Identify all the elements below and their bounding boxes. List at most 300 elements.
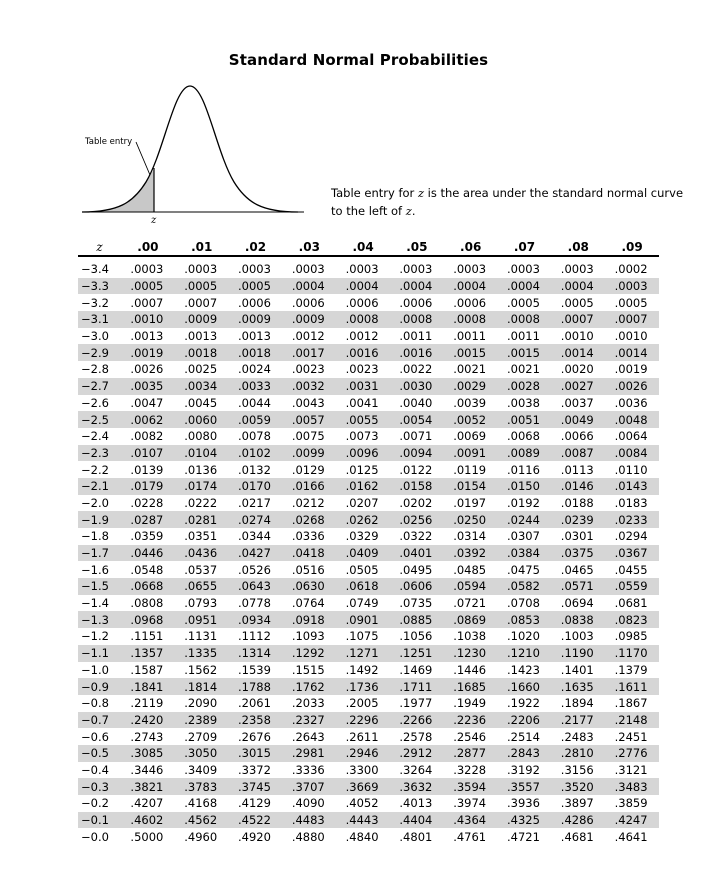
z-value-cell: −2.9 — [78, 344, 121, 361]
column-header: .09 — [605, 238, 659, 256]
probability-cell: .0409 — [336, 545, 390, 562]
z-value-cell: −0.4 — [81, 762, 109, 777]
probability-cell: .1685 — [444, 678, 498, 695]
z-value-cell: −2.8 — [81, 362, 109, 377]
table-row — [78, 378, 659, 395]
probability-cell: .3594 — [444, 778, 498, 795]
probability-cell: .0655 — [175, 578, 229, 595]
table-row — [78, 578, 659, 595]
table-row — [78, 361, 659, 378]
probability-cell: .2206 — [498, 712, 552, 729]
probability-cell: .0024 — [238, 362, 271, 377]
probability-cell: .0023 — [291, 362, 325, 377]
probability-cell: .2514 — [507, 729, 540, 744]
probability-cell: .4247 — [605, 812, 659, 829]
probability-cell: .0010 — [560, 329, 594, 344]
table-row — [78, 712, 659, 729]
probability-cell: .0073 — [345, 429, 379, 444]
table-row — [78, 278, 659, 295]
probability-cell: .0003 — [238, 262, 271, 277]
z-value-cell: −1.2 — [81, 629, 109, 644]
probability-cell: .0183 — [614, 495, 648, 510]
probability-cell: .0287 — [121, 511, 175, 528]
probability-cell: .0005 — [560, 295, 594, 310]
probability-cell: .0384 — [498, 545, 552, 562]
probability-cell: .4641 — [614, 829, 648, 844]
probability-cell: .0359 — [130, 529, 164, 544]
probability-cell: .0307 — [507, 529, 540, 544]
page-title: Standard Normal Probabilities — [228, 51, 489, 69]
probability-cell: .0004 — [282, 278, 336, 295]
column-header: .01 — [175, 238, 229, 256]
probability-cell: .0301 — [560, 529, 594, 544]
probability-cell: .1762 — [282, 678, 336, 695]
probability-cell: .4761 — [453, 829, 487, 844]
probability-cell: .3974 — [453, 796, 487, 811]
probability-cell: .1357 — [121, 645, 175, 662]
probability-cell: .0008 — [336, 311, 390, 328]
probability-cell: .2912 — [390, 745, 444, 762]
probability-cell: .0294 — [614, 529, 648, 544]
probability-cell: .0559 — [605, 578, 659, 595]
probability-cell: .0099 — [282, 445, 336, 462]
table-row — [78, 611, 659, 628]
probability-cell: .1190 — [551, 645, 605, 662]
probability-cell: .2877 — [444, 745, 498, 762]
probability-cell: .0823 — [605, 611, 659, 628]
probability-cell: .0735 — [399, 596, 433, 611]
probability-cell: .0026 — [605, 378, 659, 395]
probability-cell: .1131 — [184, 629, 218, 644]
probability-cell: .3192 — [507, 762, 540, 777]
column-header: .07 — [498, 238, 552, 256]
probability-cell: .3446 — [130, 762, 164, 777]
table-row — [78, 256, 659, 278]
column-header: .02 — [229, 238, 283, 256]
probability-cell: .0013 — [130, 329, 164, 344]
table-header-row — [78, 238, 659, 256]
probability-cell: .2578 — [399, 729, 433, 744]
table-row — [78, 828, 659, 845]
probability-cell: .1075 — [345, 629, 379, 644]
probability-cell: .0082 — [130, 429, 164, 444]
probability-cell: .0011 — [399, 329, 433, 344]
probability-cell: .0018 — [175, 344, 229, 361]
probability-cell: .0031 — [336, 378, 390, 395]
z-value-cell: −1.4 — [81, 596, 109, 611]
z-value-cell: −2.3 — [78, 445, 121, 462]
probability-cell: .1292 — [282, 645, 336, 662]
probability-cell: .4681 — [560, 829, 594, 844]
probability-cell: .0040 — [399, 395, 433, 410]
normal-curve-figure — [78, 82, 308, 230]
bell-curve — [82, 86, 298, 212]
probability-cell: .0052 — [444, 411, 498, 428]
probability-cell: .2033 — [291, 696, 325, 711]
probability-cell: .1469 — [399, 662, 433, 677]
probability-cell: .0021 — [507, 362, 540, 377]
probability-cell: .3745 — [229, 778, 283, 795]
probability-cell: .1515 — [291, 662, 325, 677]
probability-cell: .0016 — [336, 344, 390, 361]
z-value-cell: −0.9 — [78, 678, 121, 695]
table-row — [78, 762, 659, 779]
probability-cell: .0918 — [282, 611, 336, 628]
probability-cell: .3936 — [507, 796, 540, 811]
probability-cell: .0071 — [399, 429, 433, 444]
probability-cell: .0606 — [390, 578, 444, 595]
probability-cell: .2061 — [238, 696, 271, 711]
probability-cell: .0051 — [498, 411, 552, 428]
probability-cell: .0094 — [390, 445, 444, 462]
probability-cell: .0091 — [444, 445, 498, 462]
probability-cell: .0033 — [229, 378, 283, 395]
probability-cell: .0062 — [121, 411, 175, 428]
probability-cell: .0009 — [229, 311, 283, 328]
probability-cell: .0217 — [238, 495, 271, 510]
probability-cell: .2005 — [345, 696, 379, 711]
probability-cell: .0262 — [336, 511, 390, 528]
z-value-cell: −3.0 — [81, 329, 109, 344]
probability-cell: .1446 — [453, 662, 487, 677]
probability-cell: .0003 — [130, 262, 164, 277]
probability-cell: .1587 — [130, 662, 164, 677]
probability-cell: .1003 — [560, 629, 594, 644]
probability-cell: .0064 — [614, 429, 648, 444]
probability-cell: .0314 — [453, 529, 487, 544]
probability-cell: .2451 — [614, 729, 648, 744]
probability-cell: .2981 — [282, 745, 336, 762]
probability-cell: .0005 — [229, 278, 283, 295]
probability-cell: .0465 — [560, 562, 594, 577]
probability-cell: .0668 — [121, 578, 175, 595]
probability-cell: .0055 — [336, 411, 390, 428]
probability-cell: .0007 — [184, 295, 218, 310]
probability-cell: .0057 — [282, 411, 336, 428]
probability-cell: .0495 — [399, 562, 433, 577]
probability-cell: .0096 — [336, 445, 390, 462]
z-value-cell: −0.5 — [78, 745, 121, 762]
probability-cell: .3557 — [498, 778, 552, 795]
probability-cell: .0041 — [345, 395, 379, 410]
probability-cell: .0012 — [291, 329, 325, 344]
probability-cell: .0207 — [345, 495, 379, 510]
probability-cell: .0038 — [507, 395, 540, 410]
probability-cell: .1020 — [507, 629, 540, 644]
probability-cell: .0037 — [560, 395, 594, 410]
table-row — [78, 545, 659, 562]
probability-cell: .0202 — [399, 495, 433, 510]
probability-cell: .4443 — [336, 812, 390, 829]
probability-cell: .1314 — [229, 645, 283, 662]
z-value-cell: −1.9 — [78, 511, 121, 528]
probability-cell: .0116 — [507, 462, 540, 477]
probability-cell: .4129 — [238, 796, 271, 811]
probability-cell: .3520 — [551, 778, 605, 795]
probability-cell: .2676 — [238, 729, 271, 744]
probability-cell: .0162 — [336, 478, 390, 495]
table-row — [78, 478, 659, 495]
probability-cell: .4602 — [121, 812, 175, 829]
probability-cell: .2483 — [560, 729, 594, 744]
probability-cell: .1949 — [453, 696, 487, 711]
probability-cell: .4052 — [345, 796, 379, 811]
probability-cell: .3015 — [229, 745, 283, 762]
z-value-cell: −1.1 — [78, 645, 121, 662]
z-value-cell: −1.8 — [81, 529, 109, 544]
probability-cell: .3336 — [291, 762, 325, 777]
probability-cell: .1379 — [614, 662, 648, 677]
probability-cell: .3821 — [121, 778, 175, 795]
probability-cell: .0119 — [453, 462, 487, 477]
probability-cell: .1335 — [175, 645, 229, 662]
probability-cell: .0418 — [282, 545, 336, 562]
probability-cell: .0192 — [507, 495, 540, 510]
probability-cell: .2776 — [605, 745, 659, 762]
probability-cell: .0054 — [390, 411, 444, 428]
probability-cell: .0228 — [130, 495, 164, 510]
probability-cell: .2266 — [390, 712, 444, 729]
probability-cell: .1788 — [229, 678, 283, 695]
probability-cell: .0004 — [498, 278, 552, 295]
probability-cell: .0150 — [498, 478, 552, 495]
probability-cell: .0401 — [390, 545, 444, 562]
probability-cell: .0582 — [498, 578, 552, 595]
probability-cell: .0392 — [444, 545, 498, 562]
probability-cell: .0018 — [229, 344, 283, 361]
probability-cell: .1056 — [399, 629, 433, 644]
probability-cell: .0110 — [614, 462, 648, 477]
probability-cell: .4168 — [184, 796, 218, 811]
probability-cell: .0516 — [291, 562, 325, 577]
probability-cell: .0007 — [605, 311, 659, 328]
probability-cell: .0107 — [121, 445, 175, 462]
probability-table — [78, 238, 659, 845]
probability-cell: .0006 — [399, 295, 433, 310]
probability-cell: .0170 — [229, 478, 283, 495]
probability-cell: .3121 — [614, 762, 648, 777]
probability-cell: .0643 — [229, 578, 283, 595]
z-value-cell: −2.5 — [78, 411, 121, 428]
probability-cell: .0002 — [614, 262, 648, 277]
probability-cell: .0066 — [560, 429, 594, 444]
probability-cell: .0968 — [121, 611, 175, 628]
probability-cell: .0004 — [390, 278, 444, 295]
probability-cell: .2148 — [605, 712, 659, 729]
probability-cell: .1093 — [291, 629, 325, 644]
probability-cell: .1922 — [507, 696, 540, 711]
z-value-cell: −2.4 — [81, 429, 109, 444]
probability-cell: .3228 — [453, 762, 487, 777]
z-value-cell: −3.4 — [81, 262, 109, 277]
probability-cell: .0808 — [130, 596, 164, 611]
probability-cell: .0344 — [238, 529, 271, 544]
probability-cell: .0212 — [291, 495, 325, 510]
table-row — [78, 745, 659, 762]
probability-cell: .0239 — [551, 511, 605, 528]
table-row — [78, 595, 659, 612]
probability-cell: .0028 — [498, 378, 552, 395]
probability-cell: .1660 — [498, 678, 552, 695]
probability-cell: .0060 — [175, 411, 229, 428]
probability-cell: .2327 — [282, 712, 336, 729]
probability-cell: .4404 — [390, 812, 444, 829]
probability-cell: .0017 — [282, 344, 336, 361]
probability-cell: .0143 — [605, 478, 659, 495]
probability-cell: .4090 — [291, 796, 325, 811]
probability-cell: .0036 — [614, 395, 648, 410]
table-row — [78, 511, 659, 528]
probability-cell: .0034 — [175, 378, 229, 395]
probability-cell: .0749 — [345, 596, 379, 611]
probability-cell: .0571 — [551, 578, 605, 595]
probability-cell: .3483 — [605, 778, 659, 795]
probability-cell: .0044 — [238, 395, 271, 410]
probability-cell: .0375 — [551, 545, 605, 562]
probability-cell: .4840 — [345, 829, 379, 844]
probability-cell: .0022 — [399, 362, 433, 377]
probability-cell: .0526 — [238, 562, 271, 577]
probability-cell: .0003 — [399, 262, 433, 277]
probability-cell: .1841 — [121, 678, 175, 695]
probability-cell: .3300 — [345, 762, 379, 777]
probability-cell: .0059 — [229, 411, 283, 428]
probability-cell: .0233 — [605, 511, 659, 528]
probability-cell: .1867 — [614, 696, 648, 711]
probability-cell: .0764 — [291, 596, 325, 611]
z-value-cell: −2.1 — [78, 478, 121, 495]
z-value-cell: −3.2 — [81, 295, 109, 310]
probability-cell: .0174 — [175, 478, 229, 495]
probability-cell: .0020 — [560, 362, 594, 377]
probability-cell: .0793 — [184, 596, 218, 611]
probability-cell: .0019 — [121, 344, 175, 361]
table-row — [78, 495, 659, 512]
probability-cell: .0003 — [507, 262, 540, 277]
probability-cell: .4325 — [498, 812, 552, 829]
column-header: .05 — [390, 238, 444, 256]
probability-cell: .0179 — [121, 478, 175, 495]
probability-cell: .0004 — [444, 278, 498, 295]
probability-cell: .0427 — [229, 545, 283, 562]
probability-cell: .2611 — [345, 729, 379, 744]
probability-cell: .0146 — [551, 478, 605, 495]
probability-cell: .0003 — [560, 262, 594, 277]
probability-cell: .0008 — [444, 311, 498, 328]
probability-cell: .0010 — [614, 329, 648, 344]
probability-cell: .3707 — [282, 778, 336, 795]
probability-cell: .0351 — [184, 529, 218, 544]
probability-cell: .0256 — [390, 511, 444, 528]
probability-cell: .3372 — [238, 762, 271, 777]
table-row — [78, 662, 659, 679]
table-caption: Table entry for z is the area under the standard normal curve to the left of z. — [331, 186, 684, 218]
table-row — [78, 294, 659, 311]
probability-cell: .3085 — [121, 745, 175, 762]
probability-cell: .0003 — [453, 262, 487, 277]
z-value-cell: −0.0 — [81, 829, 109, 844]
probability-cell: .0244 — [498, 511, 552, 528]
table-row — [78, 328, 659, 345]
z-value-cell: −0.6 — [81, 729, 109, 744]
probability-cell: .1611 — [605, 678, 659, 695]
z-value-cell: −1.5 — [78, 578, 121, 595]
probability-cell: .2709 — [184, 729, 218, 744]
probability-cell: .0015 — [444, 344, 498, 361]
probability-cell: .0025 — [184, 362, 218, 377]
probability-cell: .3409 — [184, 762, 218, 777]
probability-cell: .0853 — [498, 611, 552, 628]
column-header: .08 — [551, 238, 605, 256]
probability-cell: .0006 — [238, 295, 271, 310]
probability-cell: .0003 — [291, 262, 325, 277]
probability-cell: .0030 — [390, 378, 444, 395]
probability-cell: .5000 — [130, 829, 164, 844]
z-value-cell: −2.2 — [81, 462, 109, 477]
probability-cell: .0006 — [345, 295, 379, 310]
probability-cell: .2296 — [336, 712, 390, 729]
probability-cell: .0047 — [130, 395, 164, 410]
table-row — [78, 344, 659, 361]
probability-cell: .0049 — [551, 411, 605, 428]
table-body — [78, 256, 659, 845]
probability-cell: .0630 — [282, 578, 336, 595]
probability-cell: .4721 — [507, 829, 540, 844]
probability-cell: .0455 — [614, 562, 648, 577]
probability-cell: .1210 — [498, 645, 552, 662]
z-value-cell: −3.1 — [78, 311, 121, 328]
probability-cell: .0322 — [399, 529, 433, 544]
shaded-left-tail — [82, 169, 154, 212]
probability-cell: .2236 — [444, 712, 498, 729]
probability-cell: .0274 — [229, 511, 283, 528]
probability-cell: .0869 — [444, 611, 498, 628]
probability-cell: .0485 — [453, 562, 487, 577]
probability-cell: .0087 — [551, 445, 605, 462]
probability-cell: .0026 — [130, 362, 164, 377]
probability-cell: .3783 — [175, 778, 229, 795]
probability-cell: .1251 — [390, 645, 444, 662]
probability-cell: .1230 — [444, 645, 498, 662]
probability-cell: .0154 — [444, 478, 498, 495]
probability-cell: .0113 — [560, 462, 594, 477]
probability-cell: .0019 — [614, 362, 648, 377]
probability-cell: .0122 — [399, 462, 433, 477]
probability-cell: .0367 — [605, 545, 659, 562]
z-column-header: z — [78, 238, 121, 256]
table-row — [78, 778, 659, 795]
probability-cell: .0008 — [498, 311, 552, 328]
probability-cell: .0006 — [291, 295, 325, 310]
table-row — [78, 395, 659, 412]
probability-cell: .0089 — [498, 445, 552, 462]
probability-cell: .0436 — [175, 545, 229, 562]
probability-cell: .3264 — [399, 762, 433, 777]
table-row — [78, 628, 659, 645]
probability-cell: .0080 — [184, 429, 218, 444]
probability-cell: .0005 — [507, 295, 540, 310]
column-header: .06 — [444, 238, 498, 256]
probability-cell: .0125 — [345, 462, 379, 477]
probability-cell: .0132 — [238, 462, 271, 477]
probability-cell: .0104 — [175, 445, 229, 462]
probability-cell: .0075 — [291, 429, 325, 444]
probability-cell: .0136 — [184, 462, 218, 477]
probability-cell: .4920 — [238, 829, 271, 844]
probability-cell: .0934 — [229, 611, 283, 628]
probability-cell: .0005 — [121, 278, 175, 295]
probability-cell: .0721 — [453, 596, 487, 611]
